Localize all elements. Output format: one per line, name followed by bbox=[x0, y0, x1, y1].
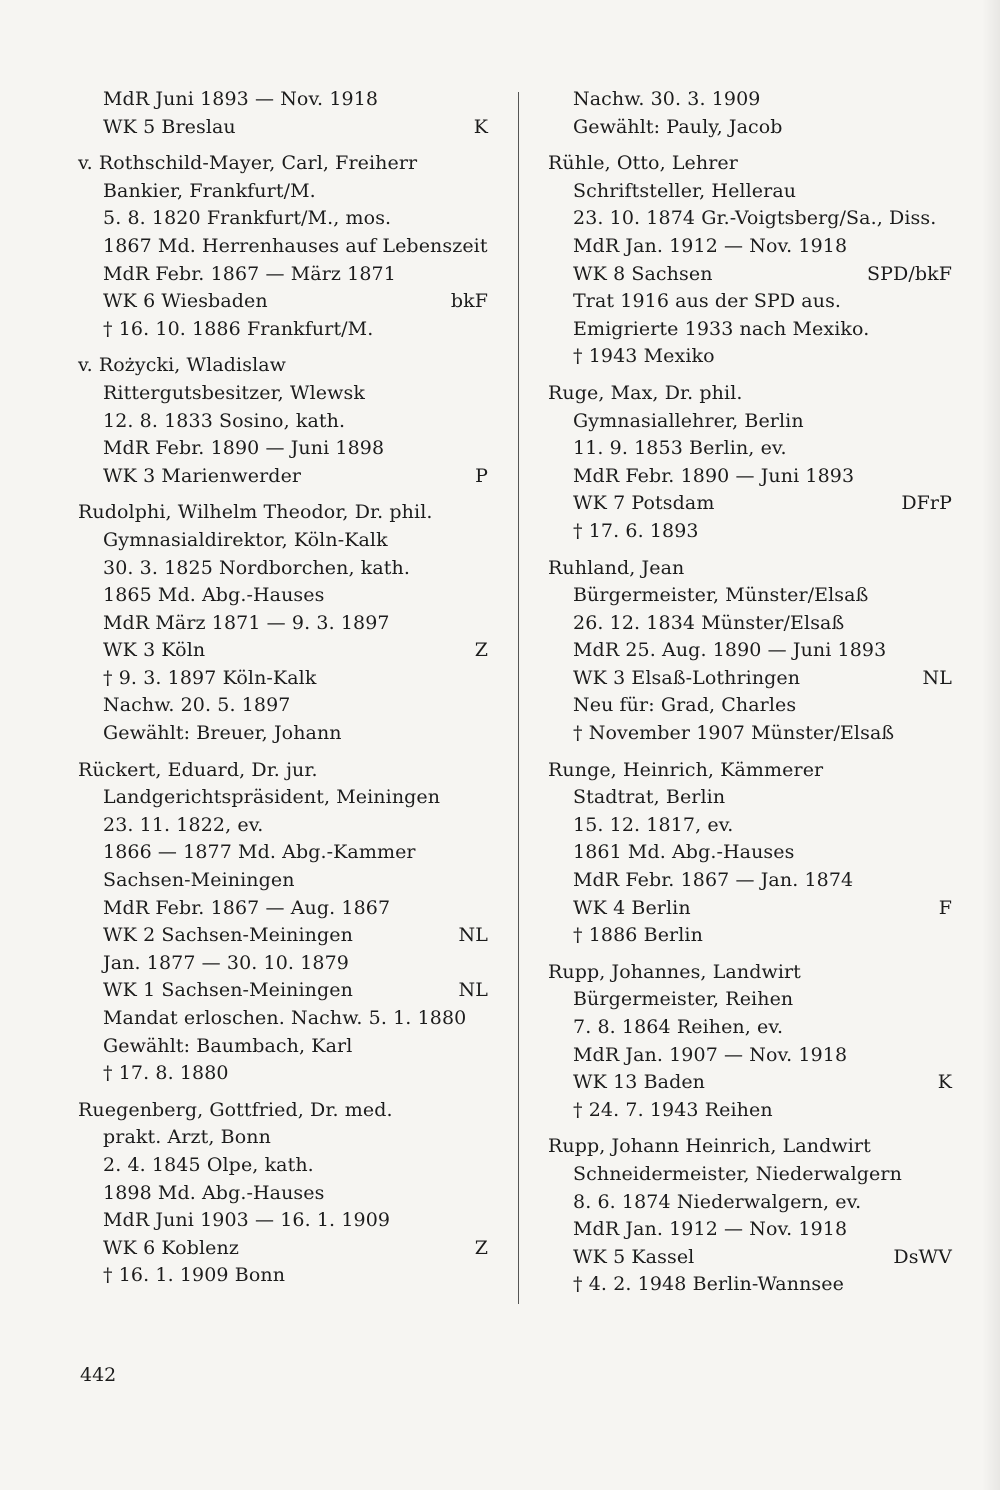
column-divider bbox=[518, 92, 519, 1304]
line-text: Schriftsteller, Hellerau bbox=[573, 179, 797, 202]
entry-detail-line bbox=[548, 86, 952, 114]
entry-detail-line bbox=[548, 1189, 952, 1217]
entry-detail-line bbox=[78, 408, 488, 436]
entry-detail-line bbox=[548, 114, 952, 142]
entry-detail-line bbox=[548, 812, 952, 840]
entry-name-line bbox=[78, 150, 488, 178]
line-text: WK 4 Berlin bbox=[573, 896, 691, 919]
line-text: † 17. 6. 1893 bbox=[573, 519, 699, 542]
line-text: Schneidermeister, Niederwalgern bbox=[573, 1162, 902, 1185]
party-abbreviation: K bbox=[473, 115, 488, 138]
left-column bbox=[78, 86, 488, 1299]
line-text: MdR Juni 1893 — Nov. 1918 bbox=[103, 88, 379, 110]
line-text: Gymnasiallehrer, Berlin bbox=[573, 409, 804, 432]
line-text: † 1886 Berlin bbox=[573, 924, 703, 947]
entry-detail-line bbox=[78, 435, 488, 463]
party-abbreviation: NL bbox=[458, 979, 488, 1002]
line-text: Rückert, Eduard, Dr. jur. bbox=[78, 758, 318, 781]
line-text: 26. 12. 1834 Münster/Elsaß bbox=[573, 611, 845, 634]
line-text: WK 1 Sachsen-Meiningen bbox=[103, 979, 353, 1002]
entry-detail-line bbox=[548, 610, 952, 638]
entry-detail-line bbox=[78, 1262, 488, 1290]
line-text: MdR 25. Aug. 1890 — Juni 1893 bbox=[573, 639, 887, 662]
party-abbreviation: NL bbox=[458, 924, 488, 947]
entry-detail-line bbox=[548, 435, 952, 463]
line-text: Bürgermeister, Reihen bbox=[573, 988, 794, 1011]
entry-detail-line bbox=[548, 233, 952, 261]
line-text: Nachw. 30. 3. 1909 bbox=[573, 88, 761, 110]
entry-detail-line bbox=[548, 637, 952, 665]
party-abbreviation: bkF bbox=[450, 290, 488, 313]
line-text: 1898 Md. Abg.-Hauses bbox=[103, 1181, 325, 1204]
entry-detail-line bbox=[78, 720, 488, 748]
line-text: Rudolphi, Wilhelm Theodor, Dr. phil. bbox=[78, 501, 433, 524]
entry-detail-line bbox=[548, 178, 952, 206]
line-text: MdR Febr. 1867 — März 1871 bbox=[103, 262, 396, 285]
party-abbreviation: DFrP bbox=[901, 492, 952, 515]
entry-detail-line bbox=[78, 555, 488, 583]
line-text: Rittergutsbesitzer, Wlewsk bbox=[103, 381, 365, 404]
line-text: WK 5 Kassel bbox=[573, 1245, 695, 1268]
line-text: prakt. Arzt, Bonn bbox=[103, 1126, 271, 1149]
line-text: Landgerichtspräsident, Meiningen bbox=[103, 786, 441, 809]
line-text: Emigrierte 1933 nach Mexiko. bbox=[573, 317, 870, 340]
line-text: MdR Febr. 1890 — Juni 1898 bbox=[103, 437, 385, 460]
entry-detail-line bbox=[78, 784, 488, 812]
entry-detail-line bbox=[78, 233, 488, 261]
line-text: Neu für: Grad, Charles bbox=[573, 694, 797, 717]
line-text: WK 3 Marienwerder bbox=[103, 464, 302, 487]
entry-detail-line bbox=[78, 867, 488, 895]
line-text: 1865 Md. Abg.-Hauses bbox=[103, 584, 325, 607]
entry-detail-line bbox=[78, 1235, 488, 1263]
line-text: † November 1907 Münster/Elsaß bbox=[573, 722, 895, 745]
entry-detail-line bbox=[78, 205, 488, 233]
line-text: Nachw. 20. 5. 1897 bbox=[103, 694, 291, 717]
entry-detail-line bbox=[78, 114, 488, 142]
entry-detail-line bbox=[78, 950, 488, 978]
line-text: Rühle, Otto, Lehrer bbox=[548, 152, 738, 175]
entry-detail-line bbox=[548, 692, 952, 720]
line-text: 30. 3. 1825 Nordborchen, kath. bbox=[103, 556, 410, 579]
entry-detail-line bbox=[78, 839, 488, 867]
line-text: † 16. 1. 1909 Bonn bbox=[103, 1264, 286, 1287]
entry-detail-line bbox=[548, 665, 952, 693]
party-abbreviation: P bbox=[475, 464, 488, 487]
line-text: 5. 8. 1820 Frankfurt/M., mos. bbox=[103, 207, 392, 230]
entry-detail-line bbox=[78, 288, 488, 316]
line-text: Gewählt: Baumbach, Karl bbox=[103, 1034, 353, 1057]
entry-detail-line bbox=[548, 205, 952, 233]
entry-detail-line bbox=[78, 582, 488, 610]
line-text: WK 6 Wiesbaden bbox=[103, 290, 268, 313]
entry-name-line bbox=[548, 380, 952, 408]
line-text: † 16. 10. 1886 Frankfurt/M. bbox=[103, 317, 374, 340]
page-number: 442 bbox=[80, 1364, 117, 1386]
line-text: Gymnasialdirektor, Köln-Kalk bbox=[103, 528, 388, 551]
entry-detail-line bbox=[78, 86, 488, 114]
entry-detail-line bbox=[548, 895, 952, 923]
line-text: 1867 Md. Herrenhauses auf Lebenszeit bbox=[103, 234, 488, 257]
entry-detail-line bbox=[548, 1014, 952, 1042]
entry-name-line bbox=[78, 1097, 488, 1125]
line-text: 23. 11. 1822, ev. bbox=[103, 813, 264, 836]
entry-detail-line bbox=[548, 463, 952, 491]
line-text: Ruegenberg, Gottfried, Dr. med. bbox=[78, 1098, 393, 1121]
biography-entry bbox=[78, 352, 488, 490]
entry-name-line bbox=[548, 959, 952, 987]
party-abbreviation: Z bbox=[474, 639, 488, 662]
entry-detail-line bbox=[548, 518, 952, 546]
line-text: 8. 6. 1874 Niederwalgern, ev. bbox=[573, 1190, 862, 1213]
line-text: WK 7 Potsdam bbox=[573, 492, 715, 515]
entry-detail-line bbox=[548, 922, 952, 950]
page-edge-shadow bbox=[982, 0, 1000, 1490]
party-abbreviation: SPD/bkF bbox=[867, 262, 952, 285]
line-text: MdR Febr. 1867 — Aug. 1867 bbox=[103, 896, 391, 919]
line-text: MdR Febr. 1890 — Juni 1893 bbox=[573, 464, 855, 487]
entry-name-line bbox=[548, 555, 952, 583]
entry-detail-line bbox=[548, 986, 952, 1014]
line-text: Bankier, Frankfurt/M. bbox=[103, 179, 316, 202]
line-text: Mandat erloschen. Nachw. 5. 1. 1880 bbox=[103, 1007, 467, 1029]
entry-detail-line bbox=[548, 316, 952, 344]
entry-name-line bbox=[78, 352, 488, 380]
entry-detail-line bbox=[548, 1216, 952, 1244]
entry-detail-line bbox=[78, 380, 488, 408]
entry-detail-line bbox=[548, 490, 952, 518]
line-text: † 4. 2. 1948 Berlin-Wannsee bbox=[573, 1273, 844, 1296]
biography-entry bbox=[78, 86, 488, 141]
biography-entry bbox=[78, 499, 488, 747]
entry-detail-line bbox=[548, 1097, 952, 1125]
entry-detail-line bbox=[548, 408, 952, 436]
line-text: WK 5 Breslau bbox=[103, 115, 236, 138]
line-text: † 1943 Mexiko bbox=[573, 345, 715, 368]
line-text: MdR Juni 1903 — 16. 1. 1909 bbox=[103, 1209, 391, 1232]
entry-detail-line bbox=[78, 463, 488, 491]
entry-detail-line bbox=[78, 610, 488, 638]
entry-detail-line bbox=[78, 178, 488, 206]
line-text: 7. 8. 1864 Reihen, ev. bbox=[573, 1016, 784, 1038]
line-text: Gewählt: Breuer, Johann bbox=[103, 722, 342, 745]
party-abbreviation: F bbox=[938, 896, 952, 919]
party-abbreviation: Z bbox=[474, 1236, 488, 1259]
entry-detail-line bbox=[78, 895, 488, 923]
line-text: v. Rothschild-Mayer, Carl, Freiherr bbox=[78, 152, 418, 175]
biography-entry bbox=[548, 959, 952, 1125]
biography-entry bbox=[78, 1097, 488, 1290]
line-text: MdR Jan. 1907 — Nov. 1918 bbox=[573, 1043, 848, 1066]
line-text: WK 6 Koblenz bbox=[103, 1236, 239, 1259]
entry-detail-line bbox=[78, 1207, 488, 1235]
biography-entry bbox=[548, 86, 952, 141]
line-text: † 24. 7. 1943 Reihen bbox=[573, 1098, 773, 1121]
entry-detail-line bbox=[78, 692, 488, 720]
entry-detail-line bbox=[78, 1152, 488, 1180]
line-text: Jan. 1877 — 30. 10. 1879 bbox=[103, 951, 349, 974]
line-text: Gewählt: Pauly, Jacob bbox=[573, 115, 783, 138]
line-text: 1861 Md. Abg.-Hauses bbox=[573, 841, 795, 864]
line-text: WK 2 Sachsen-Meiningen bbox=[103, 924, 353, 947]
entry-detail-line bbox=[548, 839, 952, 867]
line-text: Sachsen-Meiningen bbox=[103, 869, 295, 892]
entry-detail-line bbox=[78, 922, 488, 950]
line-text: Runge, Heinrich, Kämmerer bbox=[548, 758, 824, 781]
entry-detail-line bbox=[78, 316, 488, 344]
line-text: Rupp, Johann Heinrich, Landwirt bbox=[548, 1135, 871, 1158]
line-text: v. Rożycki, Wladislaw bbox=[78, 354, 287, 377]
line-text: MdR Jan. 1912 — Nov. 1918 bbox=[573, 234, 848, 257]
line-text: Trat 1916 aus der SPD aus. bbox=[573, 290, 842, 313]
entry-name-line bbox=[548, 150, 952, 178]
line-text: Rupp, Johannes, Landwirt bbox=[548, 960, 801, 983]
entry-detail-line bbox=[548, 261, 952, 289]
line-text: WK 3 Elsaß-Lothringen bbox=[573, 666, 801, 689]
entry-name-line bbox=[548, 757, 952, 785]
line-text: 11. 9. 1853 Berlin, ev. bbox=[573, 437, 787, 460]
line-text: 23. 10. 1874 Gr.-Voigtsberg/Sa., Diss. bbox=[573, 207, 937, 230]
entry-detail-line bbox=[548, 288, 952, 316]
biography-entry bbox=[548, 555, 952, 748]
entry-detail-line bbox=[78, 1033, 488, 1061]
line-text: WK 8 Sachsen bbox=[573, 262, 713, 285]
line-text: 2. 4. 1845 Olpe, kath. bbox=[103, 1153, 314, 1176]
line-text: † 9. 3. 1897 Köln-Kalk bbox=[103, 666, 317, 689]
entry-detail-line bbox=[548, 1161, 952, 1189]
entry-detail-line bbox=[548, 343, 952, 371]
entry-detail-line bbox=[78, 977, 488, 1005]
biography-entry bbox=[548, 1133, 952, 1299]
line-text: † 17. 8. 1880 bbox=[103, 1062, 229, 1085]
line-text: 15. 12. 1817, ev. bbox=[573, 813, 734, 836]
entry-detail-line bbox=[548, 1069, 952, 1097]
line-text: WK 13 Baden bbox=[573, 1071, 706, 1094]
biography-entry bbox=[78, 757, 488, 1088]
entry-detail-line bbox=[78, 1005, 488, 1033]
line-text: Bürgermeister, Münster/Elsaß bbox=[573, 584, 869, 607]
entry-detail-line bbox=[78, 637, 488, 665]
entry-detail-line bbox=[548, 1042, 952, 1070]
biography-entry bbox=[548, 757, 952, 950]
line-text: Stadtrat, Berlin bbox=[573, 786, 726, 809]
entry-name-line bbox=[78, 499, 488, 527]
entry-detail-line bbox=[548, 1271, 952, 1299]
entry-detail-line bbox=[78, 1060, 488, 1088]
entry-detail-line bbox=[548, 784, 952, 812]
entry-detail-line bbox=[78, 527, 488, 555]
biography-entry bbox=[78, 150, 488, 343]
line-text: MdR Febr. 1867 — Jan. 1874 bbox=[573, 869, 854, 892]
right-column bbox=[548, 86, 952, 1308]
entry-detail-line bbox=[78, 812, 488, 840]
entry-name-line bbox=[548, 1133, 952, 1161]
entry-detail-line bbox=[78, 1124, 488, 1152]
entry-detail-line bbox=[78, 665, 488, 693]
entry-detail-line bbox=[78, 261, 488, 289]
party-abbreviation: K bbox=[937, 1071, 952, 1094]
line-text: 12. 8. 1833 Sosino, kath. bbox=[103, 409, 346, 432]
entry-detail-line bbox=[548, 582, 952, 610]
entry-detail-line bbox=[548, 867, 952, 895]
line-text: WK 3 Köln bbox=[103, 639, 206, 662]
line-text: Ruhland, Jean bbox=[548, 556, 685, 579]
entry-detail-line bbox=[78, 1180, 488, 1208]
line-text: MdR Jan. 1912 — Nov. 1918 bbox=[573, 1218, 848, 1241]
biography-entry bbox=[548, 150, 952, 371]
party-abbreviation: DsWV bbox=[893, 1245, 952, 1268]
line-text: 1866 — 1877 Md. Abg.-Kammer bbox=[103, 841, 416, 864]
entry-detail-line bbox=[548, 720, 952, 748]
biography-entry bbox=[548, 380, 952, 546]
party-abbreviation: NL bbox=[922, 666, 952, 689]
entry-name-line bbox=[78, 757, 488, 785]
line-text: MdR März 1871 — 9. 3. 1897 bbox=[103, 611, 390, 634]
line-text: Ruge, Max, Dr. phil. bbox=[548, 381, 743, 404]
entry-detail-line bbox=[548, 1244, 952, 1272]
